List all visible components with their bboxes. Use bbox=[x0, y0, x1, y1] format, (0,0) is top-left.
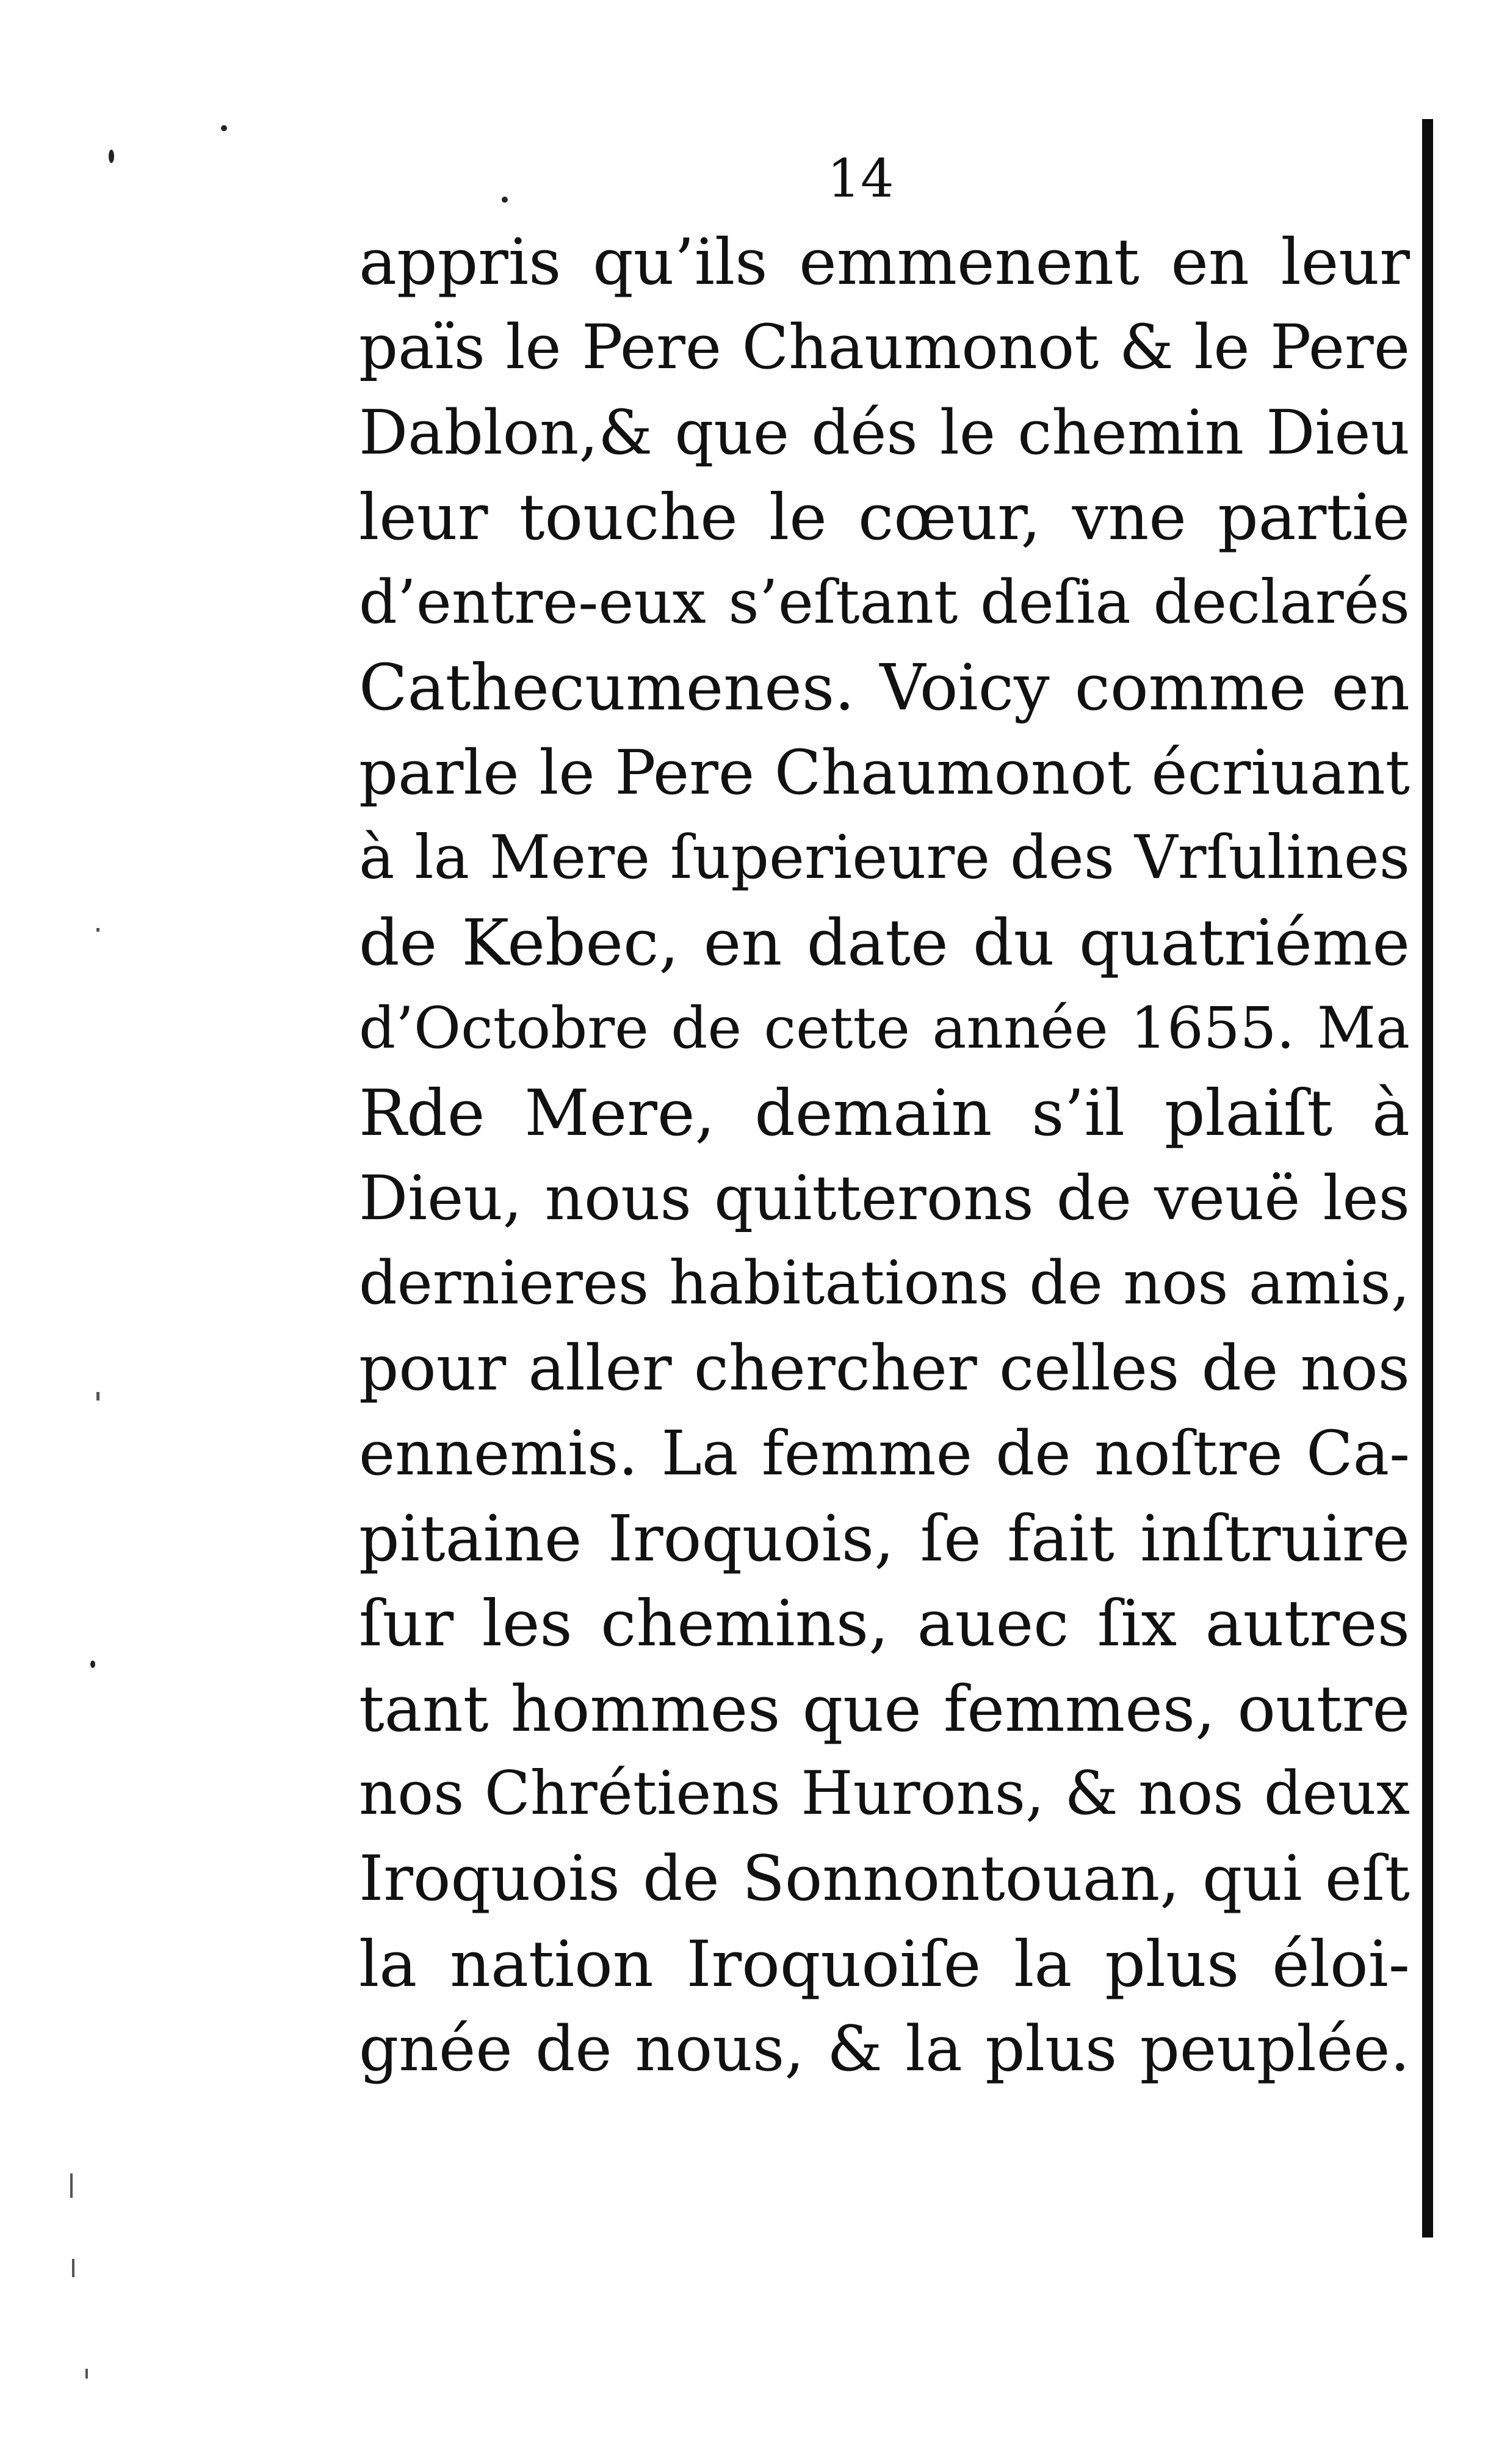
text-line: Iroquois de Sonnontouan, qui eſt bbox=[359, 1843, 1410, 1916]
text-line: pitaine Iroquois, ſe fait inſtruire bbox=[359, 1501, 1410, 1576]
scan-speck bbox=[70, 2173, 73, 2198]
text-line: païs le Pere Chaumonot & le Pere bbox=[359, 311, 1410, 383]
text-line: d’Octobre de cette année 1655. Ma bbox=[359, 995, 1410, 1062]
scan-speck bbox=[96, 928, 99, 932]
scan-speck bbox=[109, 150, 114, 163]
scan-speck bbox=[72, 2259, 74, 2277]
text-line: Dieu, nous quitterons de veuë les bbox=[359, 1162, 1410, 1234]
scan-speck bbox=[221, 125, 227, 131]
text-line: pour aller chercher celles de nos bbox=[359, 1332, 1410, 1405]
scan-speck bbox=[502, 197, 508, 203]
text-line: à la Mere ſuperieure des Vrſulines bbox=[359, 822, 1410, 893]
scan-speck bbox=[96, 1392, 99, 1400]
text-line: de Kebec, en date du quatriéme bbox=[359, 905, 1410, 980]
text-line: tant hommes que femmes, outre bbox=[359, 1671, 1410, 1746]
page-number: 14 bbox=[827, 148, 894, 209]
scan-speck bbox=[90, 1661, 95, 1668]
text-line: la nation Iroquoiſe la plus éloi- bbox=[359, 1926, 1410, 2001]
text-line: nos Chrétiens Hurons, & nos deux bbox=[359, 1759, 1410, 1829]
text-line: dernieres habitations de nos amis, bbox=[359, 1248, 1410, 1318]
text-line: Dablon,& que dés le chemin Dieu bbox=[359, 396, 1410, 468]
text-line: ſur les chemins, auec ſix autres bbox=[359, 1586, 1410, 1661]
text-line: appris qu’ils emmenent en leur bbox=[359, 225, 1410, 299]
text-line: ennemis. La femme de noſtre Ca- bbox=[359, 1418, 1410, 1490]
text-line: d’entre-eux s’eſtant deſia declarés bbox=[359, 567, 1410, 637]
text-line: parle le Pere Chaumonot écriuant bbox=[359, 737, 1410, 809]
page-edge-rule bbox=[1422, 119, 1433, 2238]
text-line: gnée de nous, & la plus peuplée. bbox=[359, 2013, 1410, 2086]
body-text bbox=[359, 220, 1410, 2092]
scan-speck bbox=[85, 2369, 88, 2379]
text-line: Cathecumenes. Voicy comme en bbox=[359, 650, 1410, 725]
text-line: Rde Mere, demain s’il plaiſt à bbox=[359, 1075, 1410, 1150]
text-line: leur touche le cœur, vne partie bbox=[359, 480, 1410, 555]
